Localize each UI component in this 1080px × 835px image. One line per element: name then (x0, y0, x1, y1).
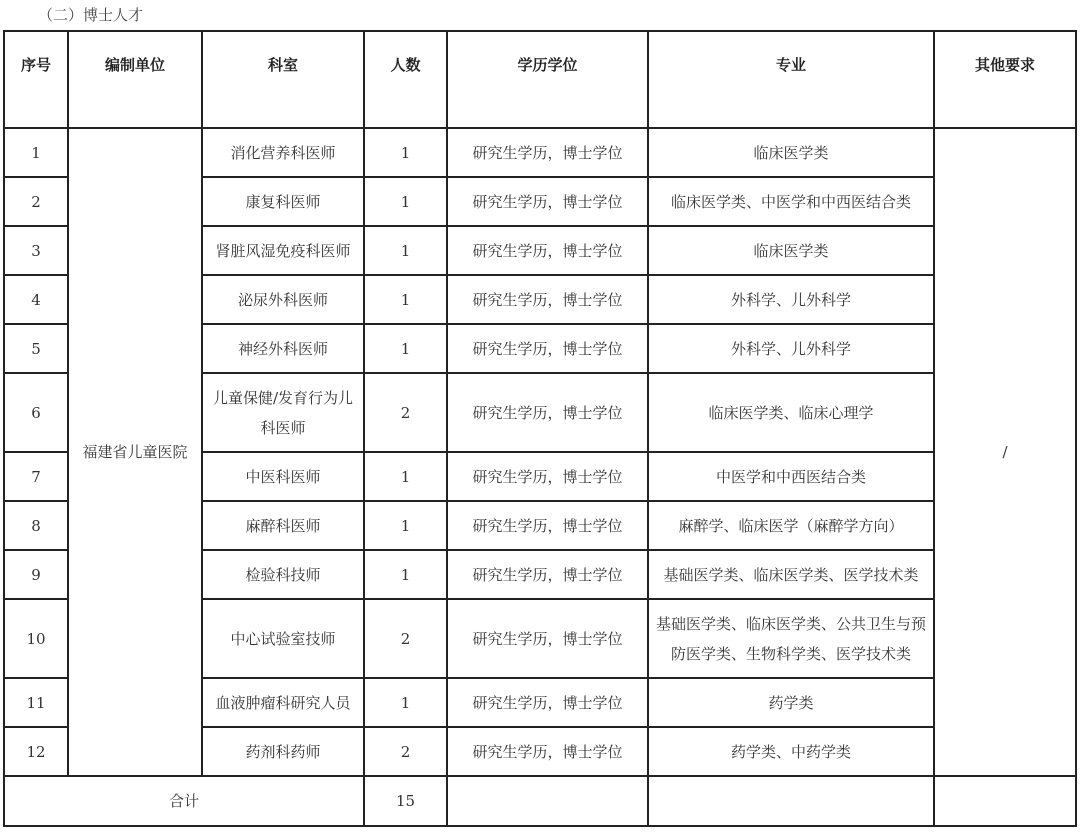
total-empty-major (648, 776, 934, 826)
cell-count: 1 (364, 275, 447, 324)
header-index: 序号 (4, 31, 68, 128)
cell-count: 1 (364, 452, 447, 501)
cell-index: 11 (4, 678, 68, 727)
cell-department: 儿童保健/发育行为儿科医师 (202, 373, 364, 452)
cell-education: 研究生学历，博士学位 (447, 452, 648, 501)
cell-index: 1 (4, 128, 68, 177)
cell-education: 研究生学历，博士学位 (447, 177, 648, 226)
recruitment-table (3, 30, 1077, 827)
cell-count: 1 (364, 550, 447, 599)
total-empty-other (934, 776, 1076, 826)
cell-department: 中医科医师 (202, 452, 364, 501)
cell-education: 研究生学历，博士学位 (447, 275, 648, 324)
cell-major: 基础医学类、临床医学类、公共卫生与预防医学类、生物科学类、医学技术类 (648, 599, 934, 678)
cell-department: 泌尿外科医师 (202, 275, 364, 324)
cell-index: 9 (4, 550, 68, 599)
cell-count: 2 (364, 727, 447, 776)
cell-education: 研究生学历，博士学位 (447, 373, 648, 452)
header-department: 科室 (202, 31, 364, 128)
cell-major: 外科学、儿外科学 (648, 324, 934, 373)
cell-education: 研究生学历，博士学位 (447, 550, 648, 599)
cell-major: 临床医学类、临床心理学 (648, 373, 934, 452)
cell-index: 5 (4, 324, 68, 373)
cell-count: 1 (364, 226, 447, 275)
cell-count: 2 (364, 373, 447, 452)
cell-major: 外科学、儿外科学 (648, 275, 934, 324)
header-count: 人数 (364, 31, 447, 128)
header-other: 其他要求 (934, 31, 1076, 128)
cell-department: 血液肿瘤科研究人员 (202, 678, 364, 727)
cell-index: 10 (4, 599, 68, 678)
cell-department: 检验科技师 (202, 550, 364, 599)
cell-index: 8 (4, 501, 68, 550)
cell-major: 药学类、中药学类 (648, 727, 934, 776)
cell-education: 研究生学历，博士学位 (447, 128, 648, 177)
cell-index: 3 (4, 226, 68, 275)
cell-unit: 福建省儿童医院 (68, 128, 202, 776)
cell-department: 药剂科药师 (202, 727, 364, 776)
header-major: 专业 (648, 31, 934, 128)
cell-education: 研究生学历，博士学位 (447, 678, 648, 727)
cell-count: 1 (364, 501, 447, 550)
cell-education: 研究生学历，博士学位 (447, 501, 648, 550)
cell-department: 康复科医师 (202, 177, 364, 226)
cell-major: 药学类 (648, 678, 934, 727)
cell-count: 1 (364, 324, 447, 373)
cell-department: 肾脏风湿免疫科医师 (202, 226, 364, 275)
cell-count: 2 (364, 599, 447, 678)
cell-major: 临床医学类 (648, 226, 934, 275)
cell-department: 神经外科医师 (202, 324, 364, 373)
total-label: 合计 (4, 776, 364, 826)
cell-education: 研究生学历，博士学位 (447, 599, 648, 678)
total-empty-education (447, 776, 648, 826)
cell-index: 6 (4, 373, 68, 452)
cell-other-requirement: / (934, 128, 1076, 776)
cell-count: 1 (364, 678, 447, 727)
table-row (4, 128, 1076, 177)
cell-major: 基础医学类、临床医学类、医学技术类 (648, 550, 934, 599)
cell-count: 1 (364, 177, 447, 226)
cell-index: 12 (4, 727, 68, 776)
cell-education: 研究生学历，博士学位 (447, 324, 648, 373)
cell-index: 7 (4, 452, 68, 501)
total-count: 15 (364, 776, 447, 826)
header-unit: 编制单位 (68, 31, 202, 128)
section-title: （二）博士人才 (38, 6, 144, 24)
header-row (4, 31, 1076, 128)
cell-education: 研究生学历，博士学位 (447, 226, 648, 275)
cell-count: 1 (364, 128, 447, 177)
cell-department: 麻醉科医师 (202, 501, 364, 550)
cell-index: 2 (4, 177, 68, 226)
cell-department: 中心试验室技师 (202, 599, 364, 678)
cell-index: 4 (4, 275, 68, 324)
cell-education: 研究生学历，博士学位 (447, 727, 648, 776)
cell-major: 临床医学类、中医学和中西医结合类 (648, 177, 934, 226)
cell-department: 消化营养科医师 (202, 128, 364, 177)
cell-major: 中医学和中西医结合类 (648, 452, 934, 501)
cell-major: 麻醉学、临床医学（麻醉学方向） (648, 501, 934, 550)
header-education: 学历学位 (447, 31, 648, 128)
cell-major: 临床医学类 (648, 128, 934, 177)
total-row (4, 776, 1076, 826)
